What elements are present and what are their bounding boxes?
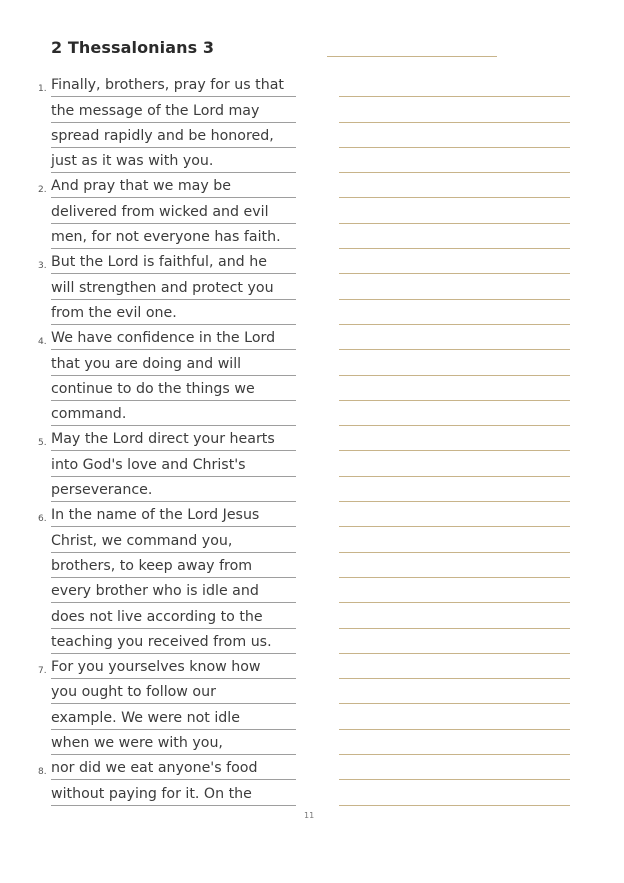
- writing-rule: [339, 805, 570, 806]
- verse-line: [38, 224, 296, 249]
- verse-text: men, for not everyone has faith.: [51, 229, 281, 246]
- verse-text: you ought to follow our: [51, 684, 216, 701]
- copy-writing-line[interactable]: [339, 123, 570, 148]
- verse-line: [38, 578, 296, 603]
- verse-text: perseverance.: [51, 482, 153, 499]
- verse-text: command.: [51, 406, 127, 423]
- verse-text: into God's love and Christ's: [51, 456, 246, 473]
- copy-writing-line[interactable]: [339, 72, 570, 97]
- verse-text: And pray that we may be: [51, 178, 231, 195]
- verse-text: Christ, we command you,: [51, 532, 233, 549]
- verse-text: brothers, to keep away from: [51, 557, 253, 574]
- copy-writing-line[interactable]: [339, 527, 570, 552]
- verse-line: [38, 629, 296, 654]
- copy-writing-line[interactable]: [339, 325, 570, 350]
- verse-number: 6.: [38, 514, 47, 525]
- copy-writing-line[interactable]: [339, 477, 570, 502]
- page-title: 2 Thessalonians 3: [51, 38, 215, 57]
- copy-writing-line[interactable]: [339, 148, 570, 173]
- verse-text: every brother who is idle and: [51, 583, 259, 600]
- copy-writing-line[interactable]: [339, 780, 570, 805]
- verse-line: [38, 502, 296, 527]
- copy-writing-line[interactable]: [339, 578, 570, 603]
- verse-text: the message of the Lord may: [51, 102, 260, 119]
- copy-writing-line[interactable]: [339, 603, 570, 628]
- verse-line: [38, 780, 296, 805]
- verse-line: [38, 679, 296, 704]
- copy-writing-line[interactable]: [339, 97, 570, 122]
- verse-text: Finally, brothers, pray for us that: [51, 77, 284, 94]
- verse-line: [38, 477, 296, 502]
- verse-line: [38, 755, 296, 780]
- copy-writing-line[interactable]: [339, 730, 570, 755]
- copy-writing-line[interactable]: [339, 249, 570, 274]
- copy-writing-line[interactable]: [339, 274, 570, 299]
- copy-writing-line[interactable]: [339, 300, 570, 325]
- copy-writing-line[interactable]: [339, 376, 570, 401]
- verse-line: [38, 325, 296, 350]
- verse-line: [38, 173, 296, 198]
- verse-number: 2.: [38, 185, 47, 196]
- copy-writing-line[interactable]: [339, 654, 570, 679]
- verse-number: 7.: [38, 666, 47, 677]
- verse-text: For you yourselves know how: [51, 659, 261, 676]
- verse-text: when we were with you,: [51, 735, 223, 752]
- copy-writing-line[interactable]: [339, 426, 570, 451]
- verse-text: example. We were not idle: [51, 709, 240, 726]
- verse-text: just as it was with you.: [51, 153, 214, 170]
- copy-writing-line[interactable]: [339, 350, 570, 375]
- verse-text: But the Lord is faithful, and he: [51, 254, 267, 271]
- copy-writing-line[interactable]: [339, 553, 570, 578]
- copy-writing-line[interactable]: [339, 173, 570, 198]
- verse-text: without paying for it. On the: [51, 785, 252, 802]
- copy-writing-line[interactable]: [339, 224, 570, 249]
- text-underline: [51, 805, 296, 806]
- verse-number: 8.: [38, 767, 47, 778]
- verse-text: that you are doing and will: [51, 355, 242, 372]
- verse-line: [38, 148, 296, 173]
- verse-number: 3.: [38, 261, 47, 272]
- verse-number: 5.: [38, 438, 47, 449]
- handwriting-column: [339, 72, 570, 806]
- verse-line: [38, 198, 296, 223]
- verse-text: May the Lord direct your hearts: [51, 431, 275, 448]
- verse-line: [38, 654, 296, 679]
- scripture-text-column: [38, 72, 296, 806]
- page-number: 11: [304, 811, 315, 820]
- copy-writing-line[interactable]: [339, 451, 570, 476]
- title-writing-line[interactable]: [327, 56, 497, 57]
- verse-number: 1.: [38, 84, 47, 95]
- verse-line: [38, 376, 296, 401]
- verse-line: [38, 97, 296, 122]
- verse-line: [38, 730, 296, 755]
- verse-line: [38, 401, 296, 426]
- verse-line: [38, 123, 296, 148]
- copy-writing-line[interactable]: [339, 704, 570, 729]
- verse-line: [38, 527, 296, 552]
- copy-writing-line[interactable]: [339, 629, 570, 654]
- verse-line: [38, 249, 296, 274]
- verse-line: [38, 274, 296, 299]
- verse-text: In the name of the Lord Jesus: [51, 507, 260, 524]
- verse-text: continue to do the things we: [51, 380, 255, 397]
- verse-line: [38, 300, 296, 325]
- verse-line: [38, 426, 296, 451]
- verse-text: will strengthen and protect you: [51, 279, 274, 296]
- verse-line: [38, 451, 296, 476]
- copy-writing-line[interactable]: [339, 755, 570, 780]
- verse-text: does not live according to the: [51, 608, 263, 625]
- verse-line: [38, 350, 296, 375]
- verse-text: from the evil one.: [51, 304, 177, 321]
- verse-text: delivered from wicked and evil: [51, 203, 269, 220]
- verse-text: teaching you received from us.: [51, 633, 272, 650]
- copy-writing-line[interactable]: [339, 198, 570, 223]
- verse-text: We have confidence in the Lord: [51, 330, 276, 347]
- verse-number: 4.: [38, 337, 47, 348]
- copy-writing-line[interactable]: [339, 679, 570, 704]
- verse-text: spread rapidly and be honored,: [51, 127, 274, 144]
- copy-writing-line[interactable]: [339, 401, 570, 426]
- verse-line: [38, 553, 296, 578]
- verse-line: [38, 704, 296, 729]
- verse-text: nor did we eat anyone's food: [51, 760, 258, 777]
- verse-line: [38, 72, 296, 97]
- copy-writing-line[interactable]: [339, 502, 570, 527]
- verse-line: [38, 603, 296, 628]
